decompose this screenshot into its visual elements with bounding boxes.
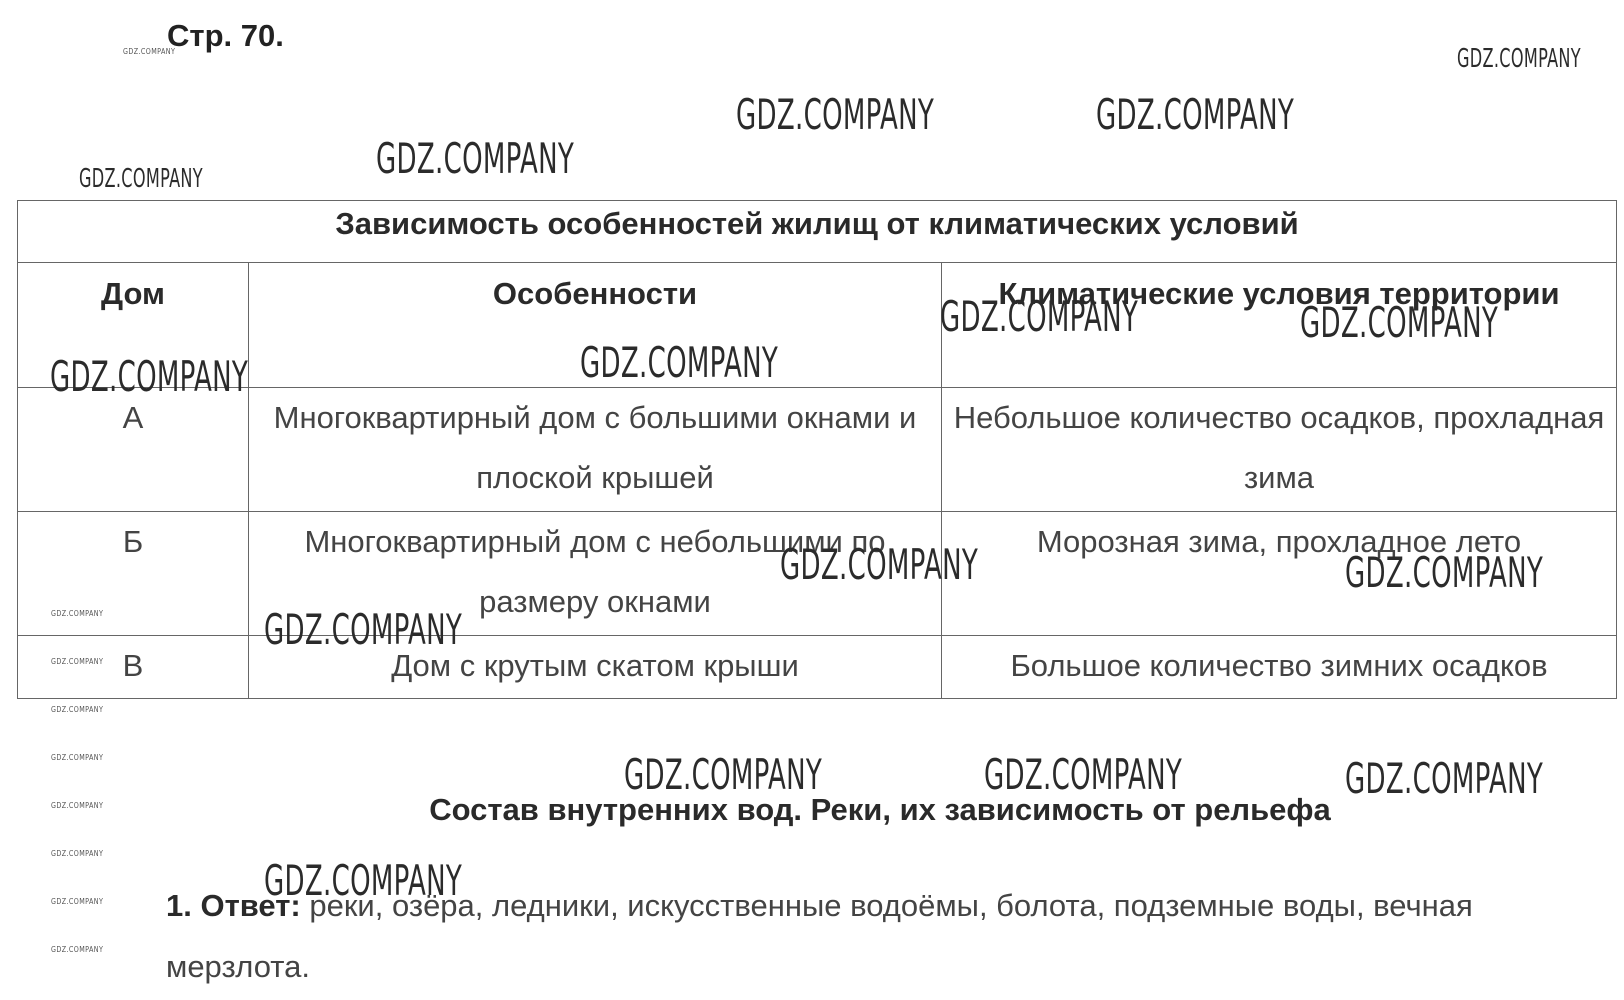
watermark: GDZ.COMPANY [264,605,463,654]
cell-house: Б [18,512,249,636]
cell-climate: Небольшое количество осадков, прохладная зима [942,388,1617,512]
cell-climate: Большое количество зимних осадков [942,636,1617,699]
watermark: GDZ.COMPANY [984,750,1183,799]
watermark: GDZ.COMPANY [1096,90,1295,139]
watermark: GDZ.COMPANY [580,338,779,387]
answer-label: 1. Ответ: [166,888,301,923]
watermark: GDZ.COMPANY [51,705,104,714]
watermark: GDZ.COMPANY [1345,754,1544,803]
watermark: GDZ.COMPANY [736,90,935,139]
watermark: GDZ.COMPANY [51,609,104,618]
cell-house: А [18,388,249,512]
dwelling-climate-table [17,200,1617,699]
watermark: GDZ.COMPANY [1457,44,1581,74]
watermark: GDZ.COMPANY [940,292,1139,341]
watermark: GDZ.COMPANY [264,856,463,905]
watermark: GDZ.COMPANY [123,47,176,56]
table-row [18,388,1617,512]
cell-house: В [18,636,249,699]
watermark: GDZ.COMPANY [51,849,104,858]
watermark: GDZ.COMPANY [51,801,104,810]
cell-features: Дом с крутым скатом крыши [249,636,942,699]
header-features: Особенности [249,263,942,388]
watermark: GDZ.COMPANY [51,945,104,954]
watermark: GDZ.COMPANY [1300,298,1499,347]
section-title: Состав внутренних вод. Реки, их зависимость от рельефа [429,792,1331,827]
watermark: GDZ.COMPANY [1345,548,1544,597]
header-climate: Климатические условия территории [942,263,1617,388]
cell-features: Многоквартирный дом с небольшими по размеру окнами [249,512,942,636]
watermark: GDZ.COMPANY [376,134,575,183]
watermark: GDZ.COMPANY [50,352,249,401]
watermark: GDZ.COMPANY [624,750,823,799]
watermark: GDZ.COMPANY [51,897,104,906]
watermark: GDZ.COMPANY [79,164,203,194]
header-house: Дом [18,263,249,388]
cell-climate: Морозная зима, прохладное лето [942,512,1617,636]
table-caption: Зависимость особенностей жилищ от климатических условий [18,201,1617,263]
cell-features: Многоквартирный дом с большими окнами и плоской крышей [249,388,942,512]
answer-text: реки, озёра, ледники, искусственные водоёмы, болота, подземные воды, вечная мерзлота. [166,888,1473,984]
watermark: GDZ.COMPANY [51,753,104,762]
watermark: GDZ.COMPANY [780,540,979,589]
watermark: GDZ.COMPANY [51,657,104,666]
table-row [18,636,1617,699]
page-number: Стр. 70. [167,18,284,53]
